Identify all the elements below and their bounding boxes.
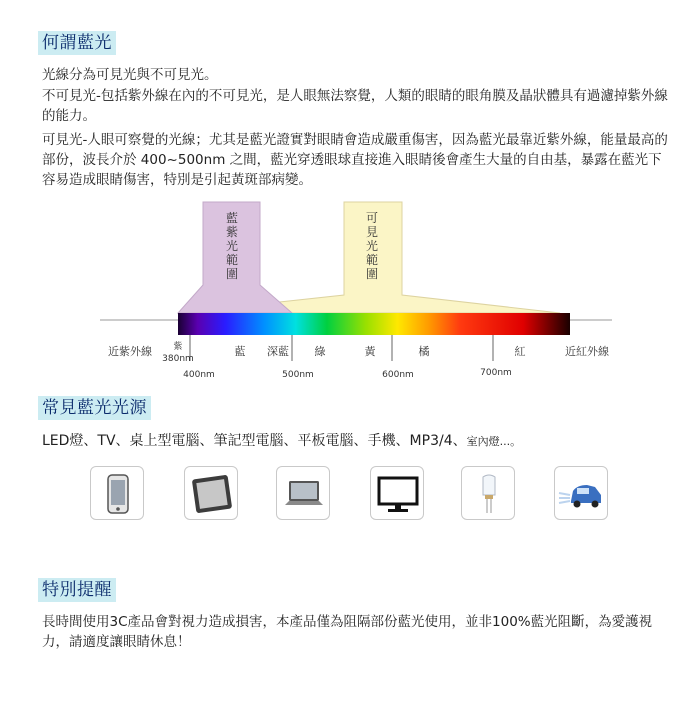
band-violet: 紫 bbox=[173, 342, 183, 352]
spectrum-bar bbox=[178, 313, 570, 335]
spectrum-diagram bbox=[0, 195, 700, 390]
band-green: 綠 bbox=[314, 345, 326, 358]
tablet-icon-box bbox=[184, 466, 238, 520]
wavelength-400: 400nm bbox=[183, 370, 215, 380]
phone-icon bbox=[91, 467, 145, 521]
wavelength-700: 700nm bbox=[480, 368, 512, 378]
band-orange: 橘 bbox=[418, 345, 430, 358]
reminder-text: 長時間使用3C產品會對視力造成損害，本產品僅為阻隔部份藍光使用，並非100%藍光阻斷，為愛護視力，請適度讓眼睛休息！ bbox=[42, 614, 653, 650]
car-headlight-icon-box bbox=[554, 466, 608, 520]
section-title-blue-light: 何謂藍光 bbox=[38, 31, 116, 55]
phone-icon-box bbox=[90, 466, 144, 520]
monitor-icon-box bbox=[370, 466, 424, 520]
label-near-uv: 近紫外線 bbox=[108, 345, 152, 358]
paragraph-light-types: 光線分為可見光與不可見光。 bbox=[42, 67, 218, 83]
wavelength-380: 380nm bbox=[162, 354, 194, 364]
band-deep-blue: 深藍 bbox=[267, 345, 289, 358]
car-headlight-icon bbox=[555, 467, 609, 521]
paragraph-invisible-light: 不可見光-包括紫外線在內的不可見光，是人眼無法察覺，人類的眼睛的眼角膜及晶狀體具有過濾掉紫外線的能力。 bbox=[42, 88, 668, 124]
blue-violet-range-label: 藍紫光範圍 bbox=[225, 211, 239, 281]
laptop-icon-box bbox=[276, 466, 330, 520]
laptop-icon bbox=[277, 467, 331, 521]
visible-range-label: 可見光範圍 bbox=[365, 211, 379, 281]
sources-indoor-text: 室內燈...。 bbox=[466, 435, 522, 448]
band-yellow: 黃 bbox=[364, 345, 376, 358]
section-title-special-reminder: 特別提醒 bbox=[38, 578, 116, 602]
label-near-ir: 近紅外線 bbox=[565, 345, 609, 358]
band-blue: 藍 bbox=[234, 345, 246, 358]
light-sources-list bbox=[42, 430, 521, 450]
bulb-icon-box bbox=[461, 466, 515, 520]
wavelength-500: 500nm bbox=[282, 370, 314, 380]
tablet-icon bbox=[185, 467, 239, 521]
section-title-light-sources: 常見藍光光源 bbox=[38, 396, 151, 420]
paragraph-visible-light: 可見光-人眼可察覺的光線；尤其是藍光證實對眼睛會造成嚴重傷害，因為藍光最靠近紫外線，能量最高的部份，波長介於 400~500nm 之間，藍光穿透眼球直接進入眼睛後會產生大量的自由基，暴露在藍光下容易造成眼睛傷害，特別是引起黃斑部病變。 bbox=[42, 132, 668, 188]
sources-main-text: LED燈、TV、桌上型電腦、筆記型電腦、平板電腦、手機、MP3/4、 bbox=[42, 433, 467, 449]
monitor-icon bbox=[371, 467, 425, 521]
wavelength-600: 600nm bbox=[382, 370, 414, 380]
band-red: 紅 bbox=[514, 345, 526, 358]
bulb-icon bbox=[462, 467, 516, 521]
